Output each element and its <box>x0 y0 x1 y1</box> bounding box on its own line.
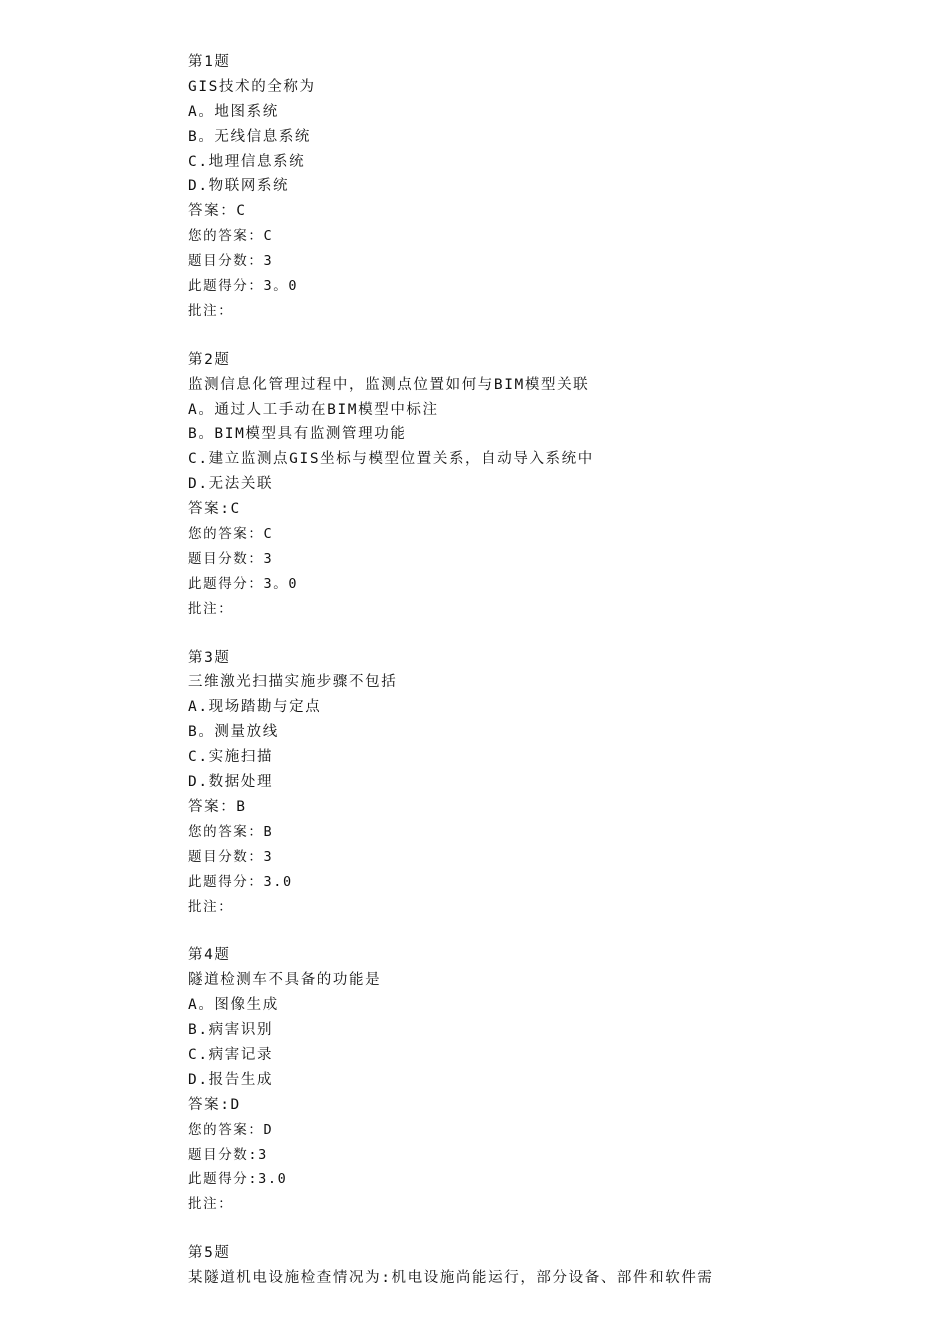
question-1 <box>188 50 908 324</box>
option-b: B。无线信息系统 <box>188 128 312 145</box>
correct-answer: 答案：C <box>188 203 247 220</box>
question-title: 第1题 <box>188 54 231 70</box>
question-stem: 某隧道机电设施检查情况为:机电设施尚能运行，部分设备、部件和软件需 <box>188 1270 714 1287</box>
question-comment: 批注： <box>188 600 234 617</box>
option-a: A.现场踏勘与定点 <box>188 699 322 716</box>
question-points: 题目分数：3 <box>188 848 274 865</box>
option-d: D.报告生成 <box>188 1071 274 1088</box>
correct-answer: 答案：B <box>188 798 247 815</box>
question-title: 第5题 <box>188 1245 231 1262</box>
question-stem: 隧道检测车不具备的功能是 <box>188 972 382 989</box>
question-score: 此题得分：3。0 <box>188 575 299 592</box>
question-title: 第2题 <box>188 351 231 368</box>
question-score: 此题得分：3。0 <box>188 278 299 295</box>
question-points: 题目分数：3 <box>188 253 274 270</box>
your-answer: 您的答案：C <box>188 526 274 543</box>
option-b: B。测量放线 <box>188 724 279 741</box>
option-c: C.地理信息系统 <box>188 153 306 170</box>
option-b: B.病害识别 <box>188 1022 274 1039</box>
question-title: 第3题 <box>188 649 231 666</box>
question-3 <box>188 646 908 920</box>
question-stem: GIS技术的全称为 <box>188 78 316 95</box>
question-4 <box>188 943 908 1217</box>
option-d: D.数据处理 <box>188 774 274 791</box>
option-a: A。图像生成 <box>188 997 279 1014</box>
question-comment: 批注： <box>188 302 234 319</box>
your-answer: 您的答案：B <box>188 823 274 840</box>
option-c: C.建立监测点GIS坐标与模型位置关系，自动导入系统中 <box>188 451 594 468</box>
option-a: A。通过人工手动在BIM模型中标注 <box>188 401 439 418</box>
document-page <box>188 50 908 1315</box>
question-score: 此题得分:3.0 <box>188 1171 288 1188</box>
question-points: 题目分数：3 <box>188 550 274 567</box>
option-d: D.无法关联 <box>188 476 274 493</box>
question-stem: 监测信息化管理过程中，监测点位置如何与BIM模型关联 <box>188 376 590 393</box>
correct-answer: 答案:D <box>188 1096 241 1113</box>
option-d: D.物联网系统 <box>188 178 290 195</box>
question-title: 第4题 <box>188 947 231 964</box>
your-answer: 您的答案：D <box>188 1121 274 1138</box>
question-2 <box>188 348 908 622</box>
option-b: B。BIM模型具有监测管理功能 <box>188 426 407 443</box>
question-score: 此题得分：3.0 <box>188 873 293 890</box>
option-a: A。地图系统 <box>188 103 279 120</box>
question-comment: 批注： <box>188 898 234 915</box>
question-comment: 批注： <box>188 1196 234 1213</box>
question-stem: 三维激光扫描实施步骤不包括 <box>188 674 398 691</box>
question-points: 题目分数:3 <box>188 1146 268 1163</box>
question-5 <box>188 1241 908 1291</box>
your-answer: 您的答案：C <box>188 228 274 245</box>
option-c: C.实施扫描 <box>188 749 274 766</box>
correct-answer: 答案:C <box>188 501 241 518</box>
option-c: C.病害记录 <box>188 1046 274 1063</box>
